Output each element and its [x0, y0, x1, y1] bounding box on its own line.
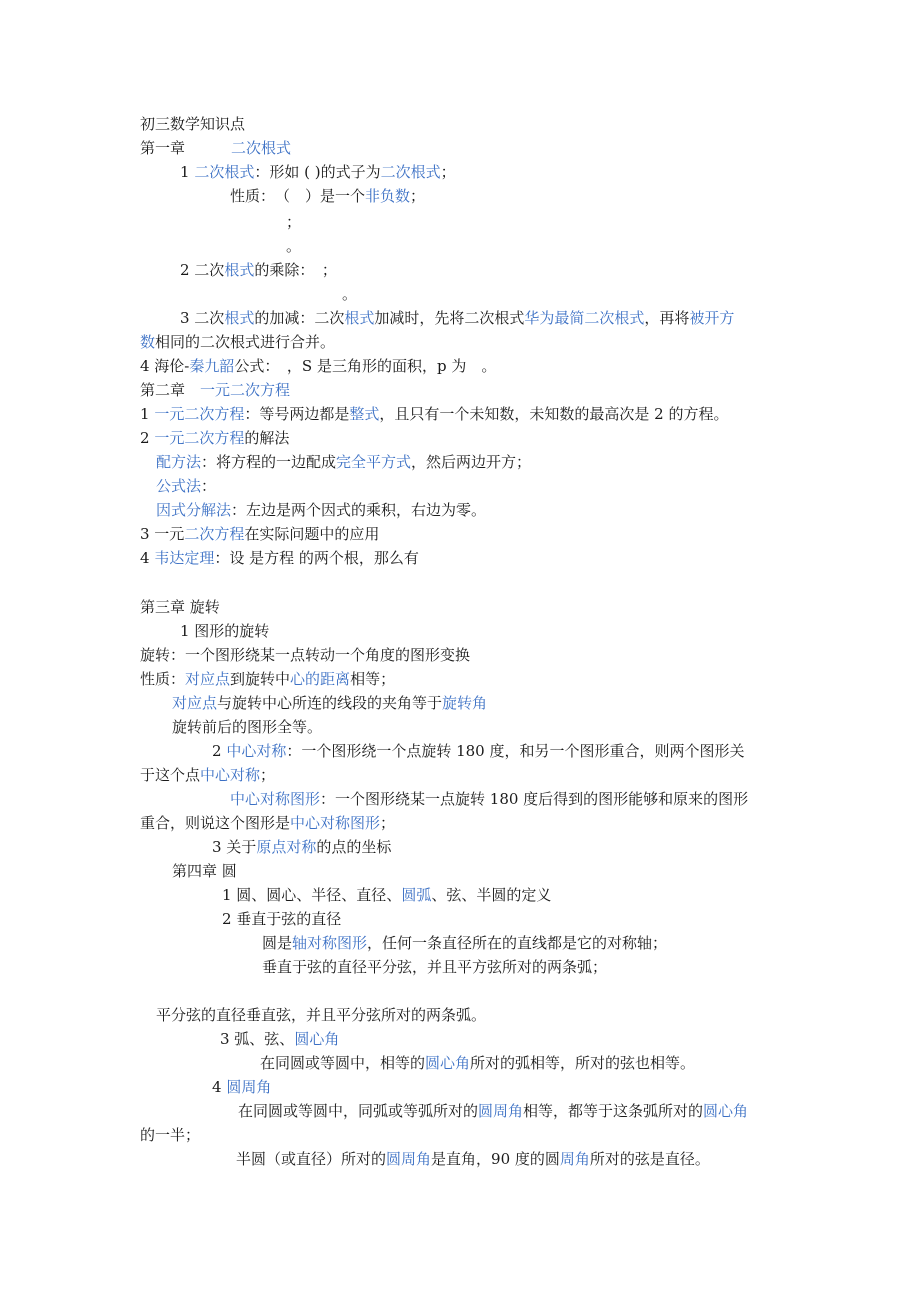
c2-method-1: 配方法：将方程的一边配成完全平方式，然后两边开方； — [156, 453, 532, 471]
c4-item-4b: 的一半； — [140, 1126, 201, 1144]
chapter-1-heading: 第一章 二次根式 — [140, 139, 292, 157]
c4-item-1: 1 圆、圆心、半径、直径、圆弧、弦、半圆的定义 — [222, 886, 552, 904]
c1-item-3-cont: 数相同的二次根式进行合并。 — [140, 333, 336, 351]
c1-item-3: 3 二次根式的加减：二次根式加减时，先将二次根式华为最简二次根式，再将被开方 — [180, 309, 735, 327]
chapter-2-heading: 第二章 一元二次方程 — [140, 381, 291, 399]
c2-method-2: 公式法： — [156, 477, 217, 495]
c1-item-1: 1 二次根式：形如 ( )的式子为二次根式； — [180, 163, 456, 181]
c4-item-4c: 半圆（或直径）所对的圆周角是直角，90 度的圆周角所对的弦是直径。 — [236, 1150, 710, 1168]
c2-item-2: 2 一元二次方程的解法 — [140, 429, 290, 447]
c4-item-2a: 圆是轴对称图形，任何一条直径所在的直线都是它的对称轴； — [262, 934, 668, 952]
c3-item-1: 1 图形的旋转 — [180, 622, 270, 640]
chapter-3-heading: 第三章 旋转 — [140, 598, 220, 616]
c1-semicolon: ； — [286, 213, 302, 231]
c2-item-4: 4 韦达定理：设 是方程 的两个根，那么有 — [140, 549, 419, 567]
doc-title: 初三数学知识点 — [140, 115, 246, 133]
c2-item-1: 1 一元二次方程：等号两边都是整式，且只有一个未知数，未知数的最高次是 2 的方程。 — [140, 405, 729, 423]
c3-central-figure-cont: 重合，则说这个图形是中心对称图形； — [140, 814, 396, 832]
c3-central-figure: 中心对称图形：一个图形绕某一点旋转 180 度后得到的图形能够和原来的图形 — [230, 790, 749, 808]
c4-item-2: 2 垂直于弦的直径 — [222, 910, 342, 928]
c4-item-2b: 垂直于弦的直径平分弦，并且平方弦所对的两条弧； — [262, 958, 608, 976]
c3-item-2-cont: 于这个点中心对称； — [140, 766, 276, 784]
c1-item-2-period: 。 — [342, 285, 358, 303]
c3-property: 性质：对应点到旋转中心的距离相等； — [140, 670, 396, 688]
c3-item-3: 3 关于原点对称的点的坐标 — [212, 838, 392, 856]
c3-rotation-def: 旋转：一个图形绕某一点转动一个角度的图形变换 — [140, 646, 471, 664]
c4-item-3a: 在同圆或等圆中，相等的圆心角所对的弧相等，所对的弦也相等。 — [260, 1054, 696, 1072]
chapter-4-heading: 第四章 圆 — [172, 862, 237, 880]
c3-item-2: 2 中心对称：一个图形绕一个点旋转 180 度，和另一个图形重合，则两个图形关 — [212, 742, 745, 760]
c3-property-2: 对应点与旋转中心所连的线段的夹角等于旋转角 — [172, 694, 488, 712]
c2-method-3: 因式分解法：左边是两个因式的乘积，右边为零。 — [156, 501, 487, 519]
c1-property: 性质： （ ）是一个非负数； — [230, 187, 426, 205]
c3-property-3: 旋转前后的图形全等。 — [172, 718, 323, 736]
c2-item-3: 3 一元二次方程在实际问题中的应用 — [140, 525, 380, 543]
c4-item-4a: 在同圆或等圆中，同弧或等弧所对的圆周角相等，都等于这条弧所对的圆心角 — [238, 1102, 749, 1120]
c1-item-4: 4 海伦-秦九韶公式： ，S 是三角形的面积，p 为 。 — [140, 357, 497, 375]
c1-item-2: 2 二次根式的乘除： ； — [180, 261, 337, 279]
c1-period: 。 — [286, 237, 302, 255]
c4-item-3: 3 弧、弦、圆心角 — [220, 1030, 340, 1048]
c4-item-2c: 平分弦的直径垂直弦，并且平分弦所对的两条弧。 — [156, 1006, 487, 1024]
c4-item-4: 4 圆周角 — [212, 1078, 272, 1096]
